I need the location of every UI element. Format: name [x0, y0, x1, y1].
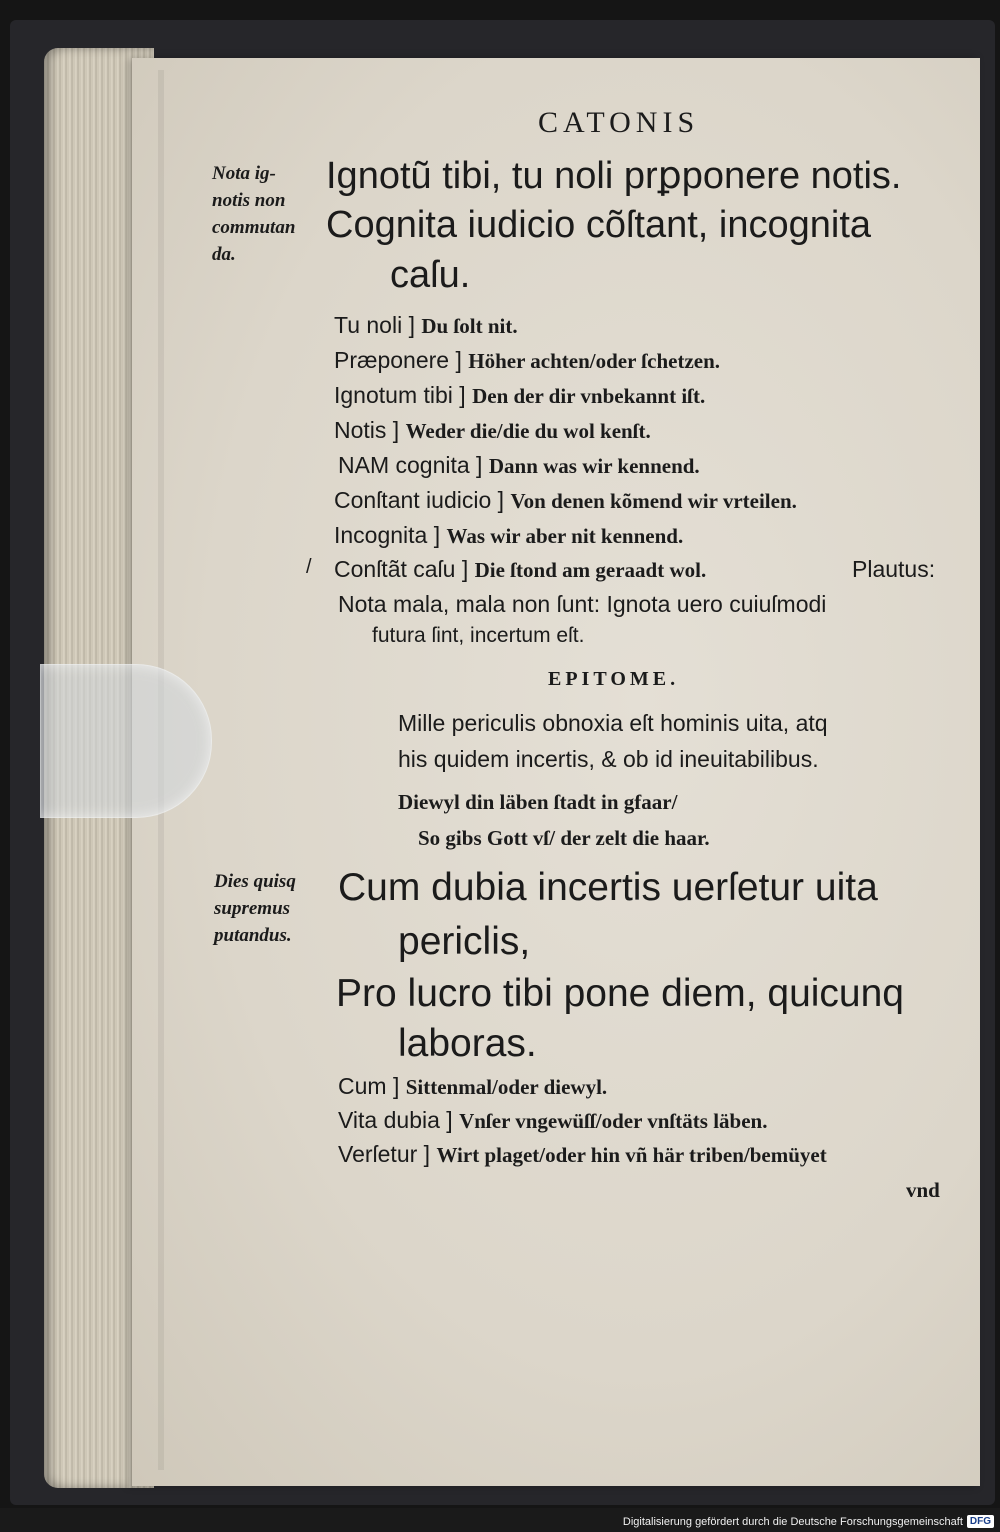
gloss-lemma: Verſetur ] — [338, 1141, 431, 1167]
margin-note-line: putandus. — [214, 925, 292, 946]
verse-line: Cum dubia incertis uerſetur uita — [338, 866, 878, 909]
clip-tab — [40, 664, 212, 818]
gloss-lemma: Incognita ] — [334, 522, 441, 548]
margin-note-line: supremus — [214, 898, 291, 919]
verse-line: periclis, — [398, 920, 531, 963]
gloss-lemma: NAM cognita ] — [338, 452, 483, 478]
gloss-german: Vnſer vngewüſſ/oder vnſtäts läben. — [459, 1109, 768, 1133]
margin-note-2 — [214, 868, 296, 949]
gloss-entry — [338, 452, 700, 479]
gloss-german: Sittenmal/oder diewyl. — [405, 1075, 608, 1099]
epitome-line: Mille periculis obnoxia eſt hominis uita, atq — [398, 710, 828, 736]
gloss-lemma: Notis ] — [334, 417, 400, 443]
footer — [623, 1515, 994, 1528]
stray-mark: / — [306, 556, 312, 578]
margin-note-line: Dies quisq — [214, 871, 296, 892]
footer-text: Digitalisierung gefördert durch die Deutsche Forschungsgemeinschaft — [622, 1515, 963, 1528]
verse-line: laboras. — [398, 1022, 537, 1065]
gloss-german: Du ſolt nit. — [421, 314, 518, 338]
rhyme-line: So gibs Gott vſ/ der zelt die haar. — [418, 826, 710, 850]
gloss-german: Was wir aber nit kennend. — [446, 524, 684, 548]
dfg-logo: DFG — [967, 1515, 994, 1528]
verse-line: Pro lucro tibi pone diem, quicunq — [336, 972, 904, 1015]
margin-note-line: notis non — [212, 190, 286, 211]
gloss-german: Höher achten/oder ſchetzen. — [468, 349, 721, 373]
gloss-german: Weder die/die du wol kenſt. — [405, 419, 651, 443]
margin-note-1 — [212, 160, 295, 268]
rhyme-line: Diewyl din läben ſtadt in gfaar/ — [398, 790, 678, 814]
gloss-lemma: Præponere ] — [334, 347, 462, 373]
gloss-entry — [338, 1073, 607, 1100]
gloss-lemma: Ignotum tibi ] — [334, 382, 466, 408]
verse-line: Ignotũ tibi, tu noli prꝑponere notis. — [326, 155, 902, 197]
margin-note-line: da. — [212, 244, 236, 265]
epitome-line: his quidem incertis, & ob id ineuitabilibus. — [398, 746, 819, 772]
margin-note-line: commutan — [212, 217, 296, 238]
gloss-lemma: Conſtãt caſu ] — [334, 556, 469, 582]
margin-note-line: Nota ig- — [212, 163, 276, 184]
gloss-lemma: Conſtant iudicio ] — [334, 487, 505, 513]
gloss-entry — [338, 1107, 767, 1134]
gloss-entry — [334, 487, 797, 514]
gloss-entry — [334, 417, 651, 444]
gloss-entry — [334, 556, 706, 583]
running-head: CATONIS — [538, 106, 700, 139]
gloss-lemma: Cum ] — [338, 1073, 400, 1099]
catchword: vnd — [906, 1178, 940, 1202]
gloss-entry — [334, 312, 518, 339]
plautus-quote-line: Nota mala, mala non ſunt: Ignota uero cuiuſmodi — [338, 591, 827, 617]
gloss-german: Die ſtond am geraadt wol. — [474, 558, 707, 582]
gloss-entry — [334, 347, 720, 374]
gloss-german: Den der dir vnbekannt iſt. — [472, 384, 706, 408]
verse-line: Cognita iudicio cõſtant, incognita — [326, 204, 872, 246]
gloss-german: Dann was wir kennend. — [488, 454, 700, 478]
gloss-entry — [334, 382, 705, 409]
gloss-lemma: Tu noli ] — [334, 312, 415, 338]
gloss-german: Wirt plaget/oder hin vñ här triben/bemüyet — [436, 1143, 827, 1167]
gloss-german: Von denen kõmend wir vrteilen. — [510, 489, 797, 513]
epitome-title: EPITOME. — [548, 668, 680, 690]
verse-line: caſu. — [390, 254, 471, 296]
gloss-entry — [334, 522, 683, 549]
gloss-lemma: Vita dubia ] — [338, 1107, 453, 1133]
plautus-quote-line: futura ſint, incertum eſt. — [372, 624, 585, 647]
gloss-entry — [338, 1141, 827, 1168]
plautus-label: Plautus: — [852, 556, 936, 582]
